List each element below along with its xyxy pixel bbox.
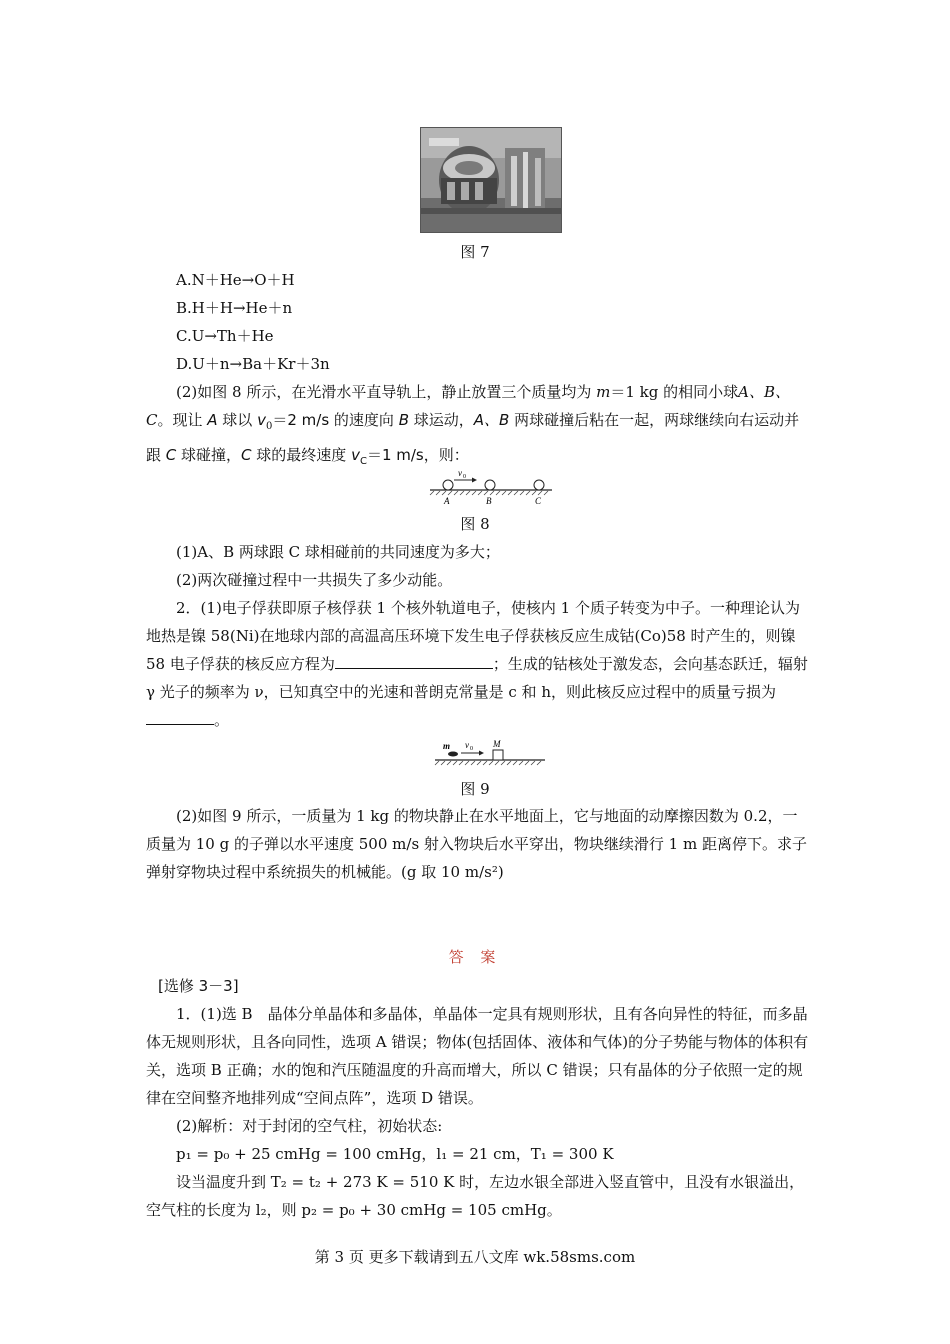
option-a: A.N＋He→O＋H <box>176 271 295 289</box>
answer-2-text: 设当温度升到 T₂ = t₂ + 273 K = 510 K 时，左边水银全部进入竖直管中，且没有水银溢出，空气柱的长度为 l₂，则 p₂ = p₀ + 30 cmHg = 105 cmHg。 <box>146 1173 805 1219</box>
answer-1: 1．(1)选 B 晶体分单晶体和多晶体，单晶体一定具有规则形状，且有各向异性的特征，而多晶体无规则形状，且各向同性，选项 A 错误；物体(包括固体、液体和气体)的分子势能与物体的体积有关，选项 B 正确；水的饱和汽压随温度的升高而增大，所以 C 错误；只有晶体的分子依照一定的规律在空间整齐地排列成“空间点阵”，选项 D 错误。 <box>146 1005 809 1107</box>
fig8-v0-label: v <box>458 468 462 478</box>
question-2-1: 2．(1)电子俘获即原子核俘获 1 个核外轨道电子，使核内 1 个质子转变为中子。一种理论认为地热是镍 58(Ni)在地球内部的高温高压环境下发生电子俘获核反应生成钴(Co)58 时产生的，则镍 58 电子俘获的核反应方程为 ；生成的钴核处于激发态，会向基态跃迁，辐射 γ 光子的频率为 ν，已知真空中的光速和普朗克常量是 c 和 h，则此核反应过程中的质量亏损为。 <box>146 599 808 729</box>
sub-questions <box>146 538 812 594</box>
fig9-diagram <box>433 738 549 770</box>
option-d: D.U＋n→Ba＋Kr＋3n <box>176 355 330 373</box>
fig7-caption: 图 7 <box>460 243 490 261</box>
option-b: B.H＋H→He＋n <box>176 299 293 317</box>
sub-question-2: (2)两次碰撞过程中一共损失了多少动能。 <box>176 571 453 589</box>
ball-c <box>534 480 544 490</box>
sub-question-1: (1)A、B 两球跟 C 球相碰前的共同速度为多大； <box>176 543 500 561</box>
fig9-caption: 图 9 <box>460 780 490 798</box>
fig8-diagram <box>428 466 556 508</box>
question-2-2: (2)如图 9 所示，一质量为 1 kg 的物块静止在水平地面上，它与地面的动摩擦因数为 0.2，一质量为 10 g 的子弹以水平速度 500 m/s 射入物块后水平穿出，物块继续滑行 1 m 距离停下。求子弹射穿物块过程中系统损失的机械能。(g 取 10 m/s²) <box>146 807 807 881</box>
option-c: C.U→Th＋He <box>176 327 274 345</box>
reactor-photo-drawing <box>421 128 561 232</box>
fig8-caption: 图 8 <box>460 515 490 533</box>
fig9-label-m: m <box>443 741 451 751</box>
fig8-label-b: B <box>486 496 492 506</box>
svg-text:0: 0 <box>470 746 473 752</box>
answer-2-equation: p₁ = p₀ + 25 cmHg = 100 cmHg，l₁ = 21 cm，T₁ = 300 K <box>176 1145 614 1163</box>
svg-text:0: 0 <box>463 474 466 480</box>
fig8-label-a: A <box>444 496 450 506</box>
bullet <box>448 752 458 757</box>
ball-a <box>443 480 453 490</box>
fig9-v0-label: v <box>465 740 469 750</box>
question-1-2: (2)如图 8 所示，在光滑水平直导轨上，静止放置三个质量均为 m＝1 kg 的相同小球A、B、C。现让 A 球以 $v_0=2$ m/s 的速度向 B 球运动，A、B 两球碰撞后粘在一起，两球继续向右运动并跟 C 球碰撞，C 球的最终速度 $v_C=1$ m/s，则： <box>146 383 800 467</box>
answer-title: 答 案 <box>448 948 502 966</box>
reactor-photo <box>420 127 562 233</box>
page-footer: 第 3 页 更多下载请到五八文库 wk.58sms.com <box>314 1248 636 1266</box>
fig9-label-big-m: M <box>493 739 501 749</box>
answer-blank-1 <box>335 652 493 669</box>
fig8-label-c: C <box>535 496 542 506</box>
block-m <box>493 750 503 760</box>
section-label: [选修 3－3] <box>158 977 239 995</box>
option-list <box>176 266 842 378</box>
answer-blank-2 <box>146 708 214 725</box>
answer-2-intro: (2)解析：对于封闭的空气柱，初始状态: <box>176 1117 443 1135</box>
ball-b <box>485 480 495 490</box>
